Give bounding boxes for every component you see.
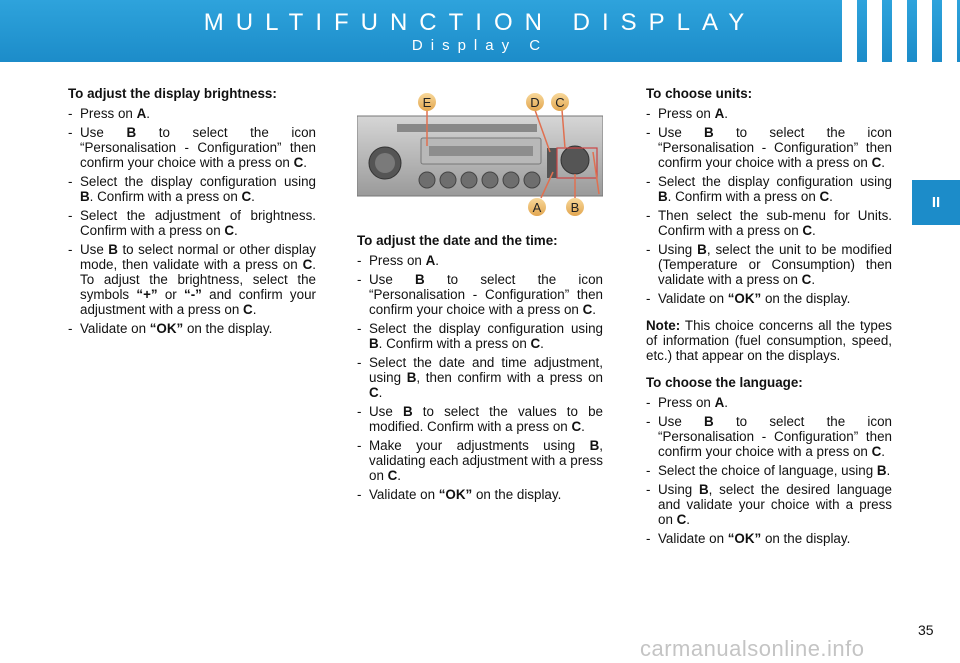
step-text: Use (658, 414, 705, 429)
step-text: on the display. (761, 531, 851, 546)
step-text: . (812, 223, 816, 238)
step-item (646, 242, 892, 287)
brightness-section (68, 86, 316, 340)
step-text: . (251, 189, 255, 204)
step-text: Select the display configuration using (369, 321, 603, 336)
step-key: B (704, 125, 714, 140)
step-key: A (425, 253, 436, 268)
step-key: “OK” (149, 321, 184, 336)
step-text: Press on (80, 106, 137, 121)
step-text: , validating each adjustment with a press on (369, 438, 603, 483)
step-item (68, 106, 316, 121)
page-title: MULTIFUNCTION DISPLAY (203, 9, 757, 36)
step-key: B (406, 370, 417, 385)
step-key: C (387, 468, 398, 483)
datetime-heading: To adjust the date and the time: (357, 233, 558, 248)
step-text: to select the icon “Personalisation - Configuration” then confirm your choice with a press on (658, 414, 892, 459)
step-item (646, 208, 892, 238)
note-label: Note: (646, 318, 681, 333)
step-key: B (704, 414, 714, 429)
step-item (646, 395, 892, 410)
step-text: . (146, 106, 150, 121)
step-text: , select the unit to be modified (Temperature or Consumption) then validate with a press on (658, 242, 892, 287)
step-text: . (592, 302, 597, 317)
step-text: . Confirm with a press on (89, 189, 242, 204)
step-text: Using (658, 242, 698, 257)
section-tab: II (912, 180, 960, 225)
language-steps (646, 395, 892, 546)
step-text: Select the adjustment of brightness. Confirm with a press on (80, 208, 316, 238)
step-key: “OK” (438, 487, 473, 502)
step-key: A (714, 106, 725, 121)
step-text: . (303, 155, 308, 170)
step-text: . (881, 444, 886, 459)
units-steps (646, 106, 892, 306)
step-key: C (801, 272, 812, 287)
step-text: to select the values to be modified. Confirm with a press on (369, 404, 603, 434)
step-key: A (136, 106, 147, 121)
step-text: on the display. (761, 291, 851, 306)
step-text: . (686, 512, 691, 527)
step-key: C (676, 512, 687, 527)
step-item (357, 487, 603, 502)
step-text: . (581, 419, 585, 434)
step-text: Validate on (80, 321, 150, 336)
step-text: . To adjust the brightness, select the symbols (80, 257, 316, 302)
step-key: B (402, 404, 413, 419)
step-item (646, 414, 892, 459)
step-text: Use (80, 242, 109, 257)
step-text: Validate on (658, 291, 728, 306)
step-text: . (881, 155, 886, 170)
step-key: C (871, 155, 882, 170)
step-key: “-” (184, 287, 202, 302)
callout-e: E (422, 95, 432, 110)
step-key: B (876, 463, 887, 478)
step-text: Select the display configuration using (658, 174, 892, 189)
step-key: C (243, 302, 253, 317)
step-text: Use (369, 272, 416, 287)
step-text: . (540, 336, 544, 351)
step-item (646, 531, 892, 546)
step-text: . (886, 463, 891, 478)
step-text: Use (658, 125, 705, 140)
callout-d: D (530, 95, 540, 110)
step-item (68, 321, 316, 336)
step-text: . (829, 189, 833, 204)
step-text: to select the icon “Personalisation - Configuration” then confirm your choice with a press on (80, 125, 316, 170)
callout-a: A (532, 200, 542, 215)
callout-c: C (555, 95, 565, 110)
step-key: C (369, 385, 379, 400)
step-text: to select the icon “Personalisation - Configuration” then confirm your choice with a press on (658, 125, 892, 170)
step-key: B (80, 189, 90, 204)
step-item (357, 272, 603, 317)
step-item (357, 404, 603, 434)
step-text: Make your adjustments using (369, 438, 590, 453)
page-subtitle: Display C (411, 37, 549, 54)
step-item (357, 321, 603, 351)
page-number: 35 (918, 622, 934, 638)
callout-b: B (570, 200, 580, 215)
step-text: Then select the sub-menu for Units. Confirm with a press on (658, 208, 892, 238)
step-text: . Confirm with a press on (667, 189, 820, 204)
step-key: C (302, 257, 313, 272)
step-text: . (378, 385, 383, 400)
step-item (357, 253, 603, 268)
step-text: . (435, 253, 439, 268)
brightness-heading: To adjust the display brightness: (68, 86, 277, 101)
step-item (68, 242, 316, 317)
control-dial (561, 146, 589, 174)
step-key: A (714, 395, 725, 410)
radio-panel-figure (357, 90, 603, 220)
step-item (357, 438, 603, 483)
step-item (68, 208, 316, 238)
step-text: . (234, 223, 238, 238)
step-text: Press on (369, 253, 426, 268)
note-text: This choice concerns all the types of information (fuel consumption, speed, etc.) that appear on the displays. (646, 318, 892, 363)
step-text: Validate on (369, 487, 439, 502)
brightness-steps (68, 106, 316, 336)
step-text: . Confirm with a press on (378, 336, 531, 351)
step-item (357, 355, 603, 400)
step-key: C (819, 189, 830, 204)
units-language-section (646, 86, 892, 550)
step-key: B (589, 438, 600, 453)
step-key: C (582, 302, 593, 317)
step-item (646, 106, 892, 121)
step-key: B (658, 189, 668, 204)
step-key: B (369, 336, 379, 351)
step-key: B (126, 125, 137, 140)
step-key: “+” (136, 287, 158, 302)
step-item (646, 174, 892, 204)
step-key: C (571, 419, 582, 434)
step-text: on the display. (472, 487, 562, 502)
step-key: C (530, 336, 541, 351)
step-text: , select the desired language and validate your choice with a press on (658, 482, 892, 527)
step-text: Select the display configuration using (80, 174, 316, 189)
step-item (646, 463, 892, 478)
units-heading: To choose units: (646, 86, 753, 101)
step-text: , then confirm with a press on (416, 370, 604, 385)
datetime-section (357, 233, 603, 506)
watermark: carmanualsonline.info (640, 636, 865, 661)
step-text: . (397, 468, 402, 483)
step-item (646, 482, 892, 527)
step-key: C (241, 189, 252, 204)
step-text: . (811, 272, 816, 287)
step-text: . (724, 106, 728, 121)
datetime-steps (357, 253, 603, 502)
page-header (0, 0, 960, 62)
step-item (68, 174, 316, 204)
step-key: B (697, 242, 707, 257)
units-note (646, 318, 892, 363)
step-text: or (157, 287, 185, 302)
step-item (646, 291, 892, 306)
step-text: on the display. (183, 321, 273, 336)
step-text: Using (658, 482, 699, 497)
step-key: C (802, 223, 813, 238)
step-key: B (108, 242, 118, 257)
step-text: Select the date and time adjustment, using (369, 355, 603, 385)
step-key: B (415, 272, 425, 287)
language-heading: To choose the language: (646, 375, 803, 390)
step-key: B (698, 482, 709, 497)
step-text: to select the icon “Personalisation - Configuration” then confirm your choice with a press on (369, 272, 603, 317)
step-text: Press on (658, 106, 715, 121)
step-text: Use (80, 125, 127, 140)
step-text: and confirm your adjustment with a press on (80, 287, 316, 317)
step-text: Press on (658, 395, 715, 410)
step-key: C (224, 223, 235, 238)
step-text: Use (369, 404, 403, 419)
step-key: C (871, 444, 882, 459)
step-text: . (724, 395, 728, 410)
step-item (68, 125, 316, 170)
step-item (646, 125, 892, 170)
step-text: . (252, 302, 257, 317)
step-key: “OK” (727, 291, 762, 306)
step-key: “OK” (727, 531, 762, 546)
step-text: to select normal or other display mode, then validate with a press on (80, 242, 316, 272)
step-key: C (293, 155, 304, 170)
step-text: Select the choice of language, using (658, 463, 877, 478)
step-text: Validate on (658, 531, 728, 546)
